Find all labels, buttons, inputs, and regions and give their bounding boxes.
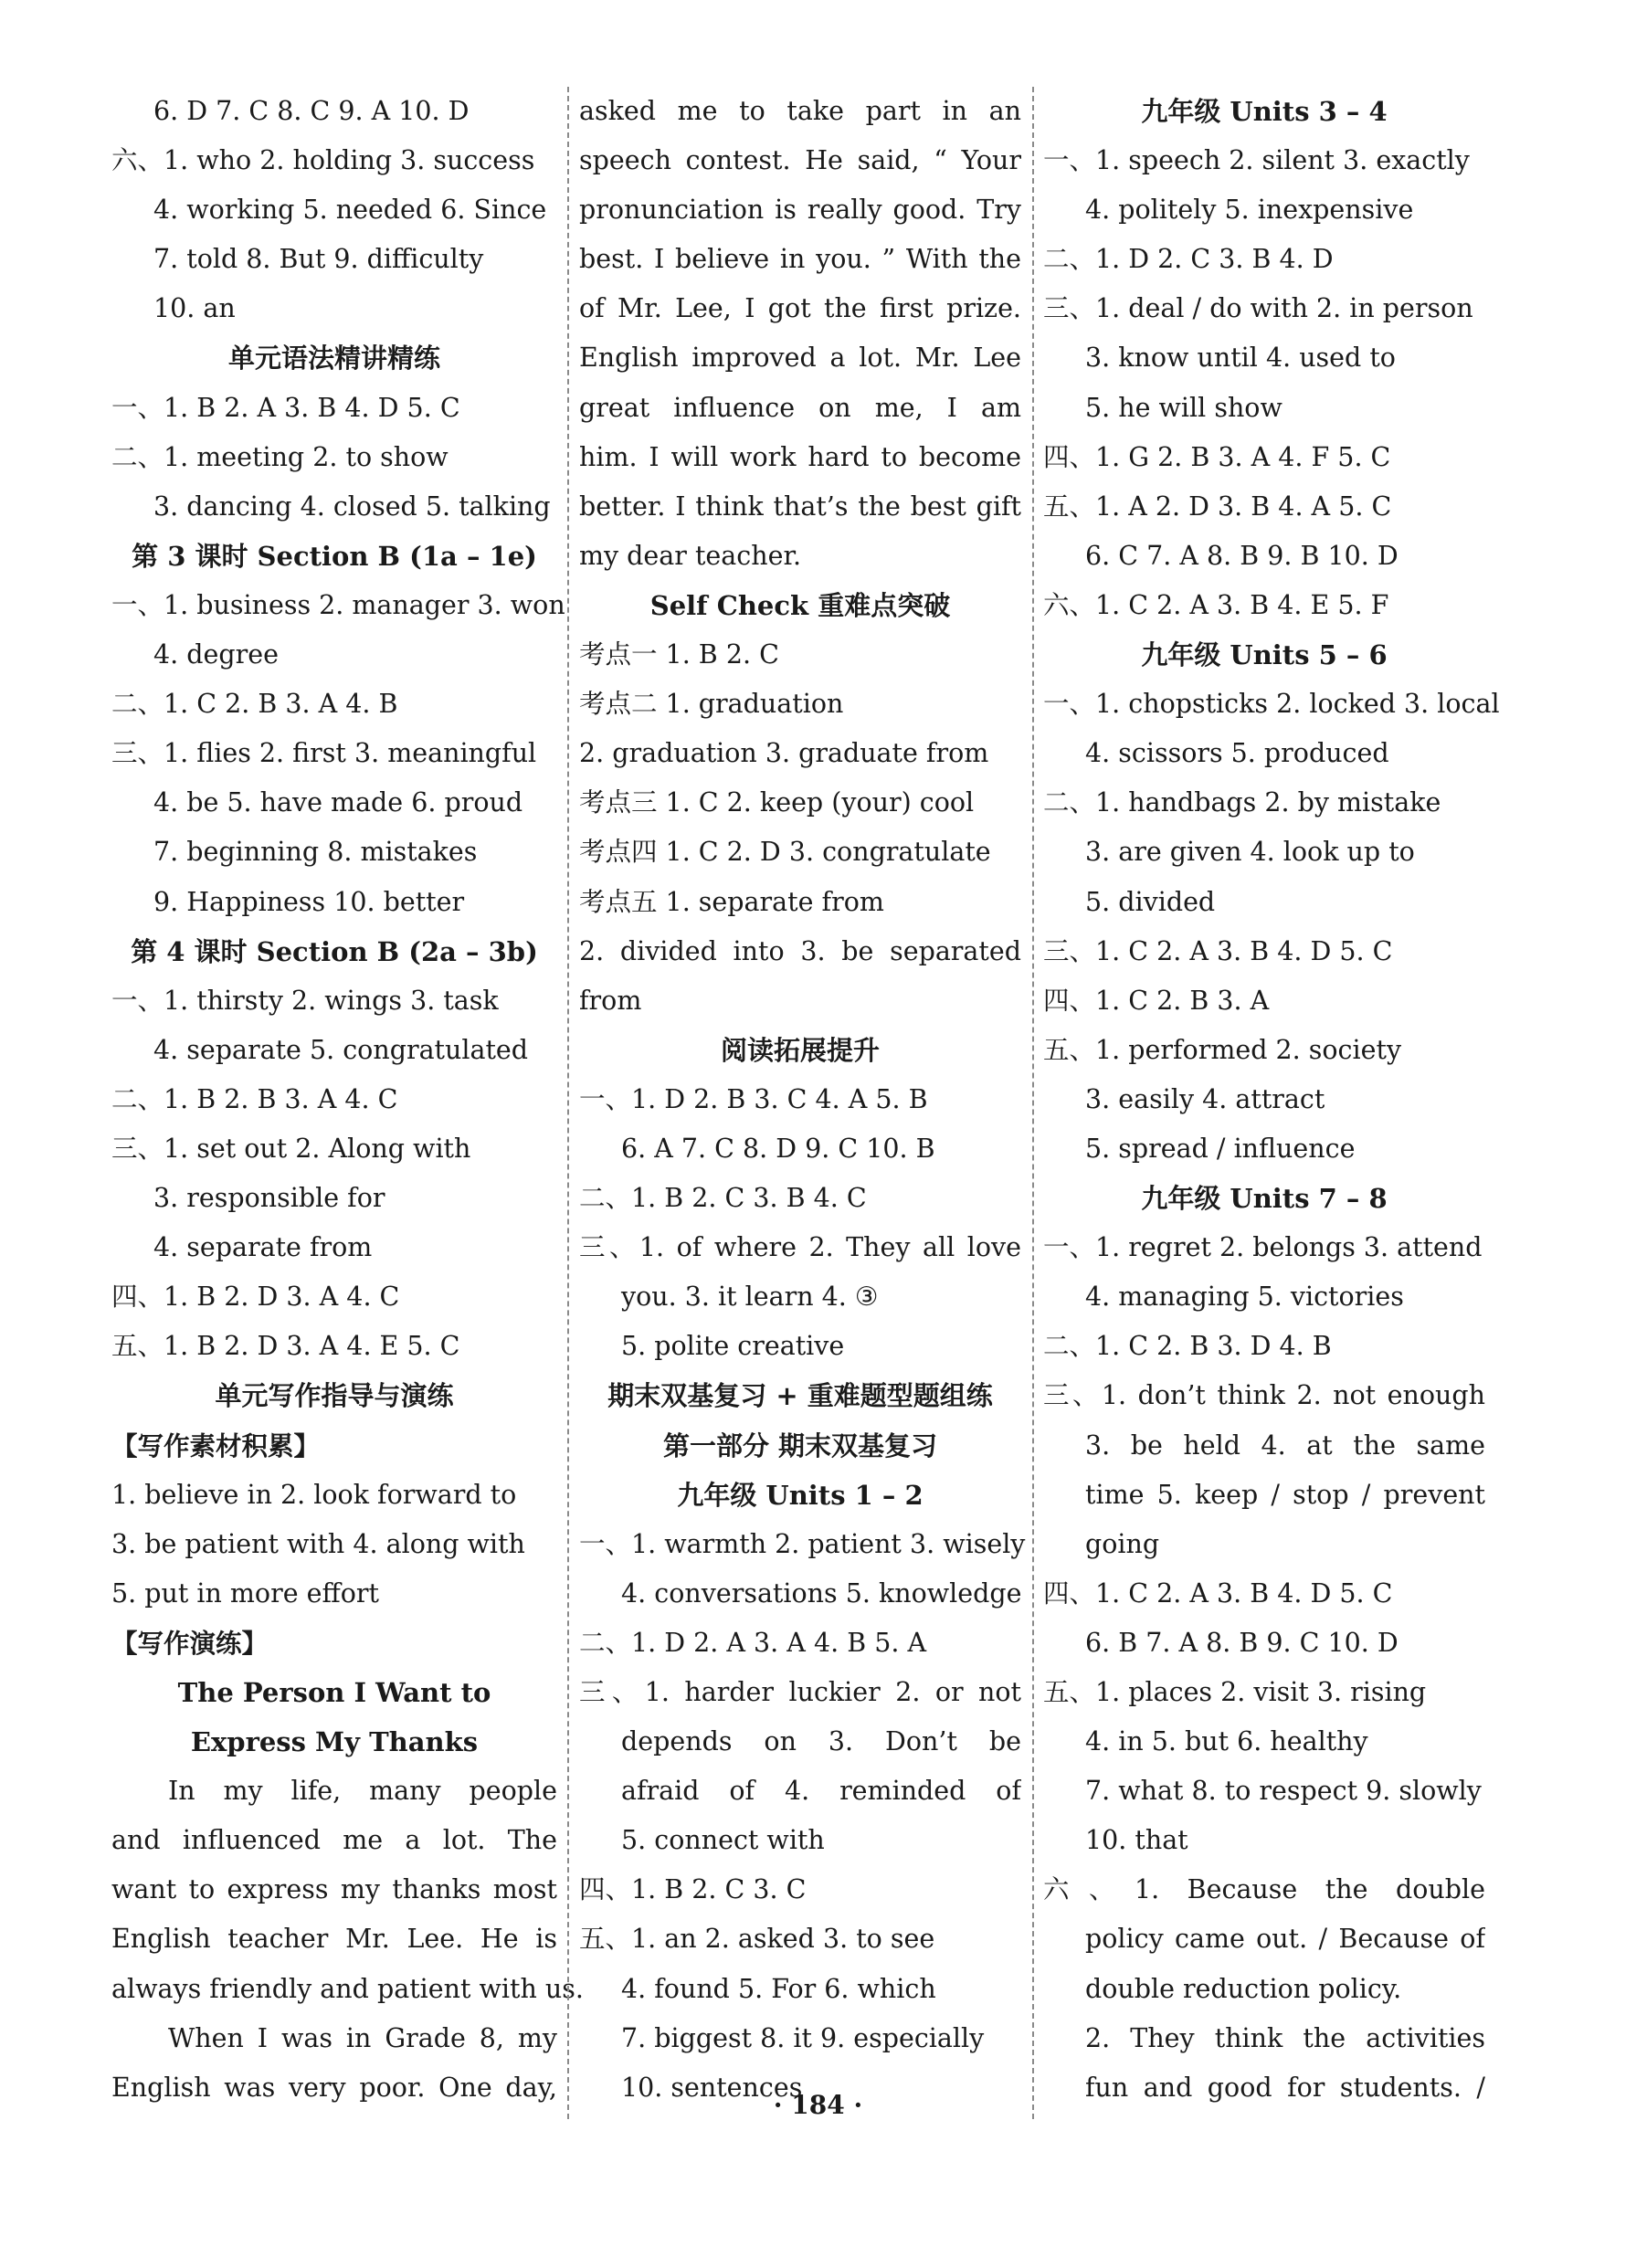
answer-line: 五、1. performed 2. society (1043, 1034, 1402, 1065)
answer-line: 【写作素材积累】 (111, 1429, 321, 1461)
answer-line: 4. separate 5. congratulated (153, 1034, 529, 1065)
answer-line: better. I think that’s the best gift (579, 491, 1021, 522)
answer-line: 10. sentences (621, 2072, 803, 2103)
answer-line: 六、1. who 2. holding 3. success (111, 145, 535, 176)
column-divider-1 (567, 87, 569, 2119)
answer-line: 二、1. D 2. C 3. B 4. D (1043, 244, 1334, 275)
answer-line: 三、1. C 2. A 3. B 4. D 5. C (1043, 935, 1393, 966)
answer-line: 3. know until 4. used to (1085, 343, 1396, 374)
answer-line: 四、1. G 2. B 3. A 4. F 5. C (1043, 441, 1391, 472)
answer-line: 3. responsible for (153, 1183, 385, 1214)
answer-line: asked me to take part in an (579, 96, 1021, 126)
answer-line: 三、1. don’t think 2. not enough (1043, 1380, 1485, 1411)
answer-line: 4. scissors 5. produced (1085, 738, 1389, 769)
section-heading: The Person I Want to (177, 1677, 491, 1708)
answer-line: 2. They think the activities (1085, 2022, 1485, 2053)
answer-line: 二、1. B 2. C 3. B 4. C (579, 1183, 867, 1214)
section-heading: Express My Thanks (190, 1726, 479, 1758)
section-heading: 九年级 Units 5 – 6 (1141, 639, 1388, 671)
section-heading: Self Check 重难点突破 (649, 589, 951, 621)
answer-line: 一、1. thirsty 2. wings 3. task (111, 985, 499, 1016)
answer-line: 三、1. harder luckier 2. or not (579, 1677, 1021, 1707)
answer-line: 一、1. speech 2. silent 3. exactly (1043, 145, 1470, 176)
answer-line: 9. Happiness 10. better (153, 886, 465, 917)
section-heading: 第 4 课时 Section B (2a – 3b) (131, 935, 538, 967)
answer-line: double reduction policy. (1085, 1973, 1402, 2004)
answer-line: 4. in 5. but 6. healthy (1085, 1726, 1368, 1757)
answer-line: 5. polite creative (621, 1331, 845, 1362)
answer-line: 5. divided (1085, 886, 1216, 917)
answer-line: 1. believe in 2. look forward to (111, 1479, 517, 1510)
answer-line: 二、1. B 2. B 3. A 4. C (111, 1083, 398, 1114)
answer-line: 五、1. B 2. D 3. A 4. E 5. C (111, 1331, 460, 1362)
answer-line: great influence on me, I am (579, 392, 1021, 423)
column-divider-2 (1032, 87, 1034, 2119)
answer-line: 7. told 8. But 9. difficulty (153, 244, 484, 275)
answer-line: 三、1. deal / do with 2. in person (1043, 293, 1473, 324)
answer-line: 7. biggest 8. it 9. especially (621, 2022, 985, 2053)
answer-line: 3. are given 4. look up to (1085, 837, 1415, 868)
answer-line: 10. an (153, 293, 236, 324)
answer-line: 4. found 5. For 6. which (621, 1973, 936, 2004)
answer-line: English improved a lot. Mr. Lee (579, 343, 1021, 374)
answer-line: my dear teacher. (579, 540, 802, 571)
answer-line: 2. divided into 3. be separated (579, 935, 1021, 966)
answer-line: English was very poor. One day, (111, 2072, 557, 2103)
answer-line: 考点四 1. C 2. D 3. congratulate (579, 837, 991, 868)
answer-line: 5. connect with (621, 1825, 825, 1856)
answer-line: 考点五 1. separate from (579, 886, 884, 917)
answer-line: 六、1. Because the double (1043, 1874, 1485, 1905)
answer-line: 2. graduation 3. graduate from (579, 738, 989, 769)
answer-line: 考点一 1. B 2. C (579, 639, 779, 670)
answer-line: policy came out. / Because of (1085, 1924, 1485, 1955)
section-heading: 九年级 Units 7 – 8 (1141, 1183, 1388, 1215)
section-heading: 单元语法精讲精练 (227, 343, 440, 374)
answer-line: 一、1. D 2. B 3. C 4. A 5. B (579, 1083, 928, 1114)
answer-line: 五、1. A 2. D 3. B 4. A 5. C (1043, 491, 1392, 522)
answer-line: 四、1. B 2. C 3. C (579, 1874, 807, 1905)
answer-line: 三、1. flies 2. first 3. meaningful (111, 738, 537, 769)
answer-line: 四、1. C 2. B 3. A (1043, 985, 1270, 1016)
column-middle (579, 87, 1026, 2113)
answer-line: 4. separate from (153, 1232, 373, 1263)
answer-line: 5. put in more effort (111, 1577, 379, 1609)
answer-line: 四、1. B 2. D 3. A 4. C (111, 1282, 400, 1313)
page-number: · 184 · (773, 2090, 863, 2120)
answer-line: 7. beginning 8. mistakes (153, 837, 478, 868)
answer-line: 一、1. chopsticks 2. locked 3. local (1043, 689, 1500, 720)
column-left (111, 87, 584, 2113)
answer-line: 三、1. of where 2. They all love (579, 1232, 1021, 1263)
answer-line: 5. spread / influence (1085, 1133, 1356, 1164)
answer-line: best. I believe in you. ” With the (579, 244, 1021, 275)
answer-line: 考点二 1. graduation (579, 689, 844, 720)
answer-line: 一、1. warmth 2. patient 3. wisely (579, 1528, 1026, 1559)
answer-line: 二、1. meeting 2. to show (111, 441, 449, 472)
section-heading: 第一部分 期末双基复习 (662, 1429, 938, 1461)
answer-line: 二、1. C 2. B 3. A 4. B (111, 689, 398, 720)
answer-line: 一、1. business 2. manager 3. won (111, 589, 565, 620)
answer-line: him. I will work hard to become (579, 441, 1021, 472)
answer-line: pronunciation is really good. Try (579, 195, 1021, 226)
section-heading: 期末双基复习 + 重难题型题组练 (607, 1380, 993, 1412)
answer-line: 3. be patient with 4. along with (111, 1528, 525, 1559)
answer-line: fun and good for students. / (1085, 2072, 1485, 2103)
answer-line: English teacher Mr. Lee. He is (111, 1924, 557, 1955)
answer-line: 3. be held 4. at the same (1085, 1429, 1485, 1461)
answer-line: 三、1. set out 2. Along with (111, 1133, 471, 1164)
answer-line: 二、1. C 2. B 3. D 4. B (1043, 1331, 1332, 1362)
answer-line: 六、1. C 2. A 3. B 4. E 5. F (1043, 589, 1389, 620)
answer-line: 4. politely 5. inexpensive (1085, 195, 1414, 226)
answer-line: 6. A 7. C 8. D 9. C 10. B (621, 1133, 935, 1164)
answer-line: time 5. keep / stop / prevent (1085, 1479, 1485, 1510)
section-heading: 九年级 Units 3 – 4 (1141, 96, 1388, 127)
answer-line: 5. he will show (1085, 392, 1282, 423)
answer-line: 4. working 5. needed 6. Since (153, 195, 547, 226)
answer-line: 7. what 8. to respect 9. slowly (1085, 1776, 1482, 1807)
answer-line: 【写作演练】 (111, 1627, 269, 1659)
answer-line: 4. conversations 5. knowledge (621, 1577, 1022, 1609)
answer-line: 4. degree (153, 639, 279, 670)
column-right (1043, 87, 1500, 2113)
answer-line: 4. be 5. have made 6. proud (153, 787, 523, 818)
answer-line: speech contest. He said, “ Your (579, 145, 1021, 176)
answer-line: 10. that (1085, 1825, 1188, 1856)
answer-line: 考点三 1. C 2. keep (your) cool (579, 787, 975, 818)
section-heading: 单元写作指导与演练 (215, 1380, 454, 1412)
answer-line: of Mr. Lee, I got the first prize. (579, 293, 1021, 324)
answer-line: want to express my thanks most (111, 1874, 557, 1905)
answer-line: In my life, many people (168, 1776, 557, 1807)
section-heading: 九年级 Units 1 – 2 (677, 1479, 924, 1511)
answer-line: 3. easily 4. attract (1085, 1083, 1325, 1114)
answer-line: 一、1. B 2. A 3. B 4. D 5. C (111, 392, 460, 423)
answer-line: always friendly and patient with us. (111, 1973, 584, 2004)
answer-line: and influenced me a lot. The (111, 1825, 557, 1856)
answer-line: 3. dancing 4. closed 5. talking (153, 491, 551, 522)
section-heading: 第 3 课时 Section B (1a – 1e) (132, 540, 537, 572)
answer-line: 6. C 7. A 8. B 9. B 10. D (1085, 540, 1399, 571)
answer-line: afraid of 4. reminded of (621, 1776, 1021, 1807)
answer-line: 五、1. places 2. visit 3. rising (1043, 1677, 1427, 1707)
answer-line: 五、1. an 2. asked 3. to see (579, 1924, 935, 1955)
answer-line: When I was in Grade 8, my (168, 2022, 557, 2053)
answer-line: going (1085, 1528, 1160, 1559)
answer-line: 二、1. D 2. A 3. A 4. B 5. A (579, 1627, 927, 1658)
answer-line: 6. B 7. A 8. B 9. C 10. D (1085, 1627, 1399, 1658)
answer-line: from (579, 985, 642, 1016)
answer-line: 6. D 7. C 8. C 9. A 10. D (153, 96, 470, 126)
answer-line: 一、1. regret 2. belongs 3. attend (1043, 1232, 1483, 1263)
answer-line: 四、1. C 2. A 3. B 4. D 5. C (1043, 1577, 1393, 1609)
section-heading: 阅读拓展提升 (720, 1034, 880, 1066)
answer-line: you. 3. it learn 4. ③ (621, 1282, 879, 1313)
answer-line: 二、1. handbags 2. by mistake (1043, 787, 1441, 818)
answer-line: depends on 3. Don’t be (621, 1726, 1021, 1757)
answer-line: 4. managing 5. victories (1085, 1282, 1404, 1313)
